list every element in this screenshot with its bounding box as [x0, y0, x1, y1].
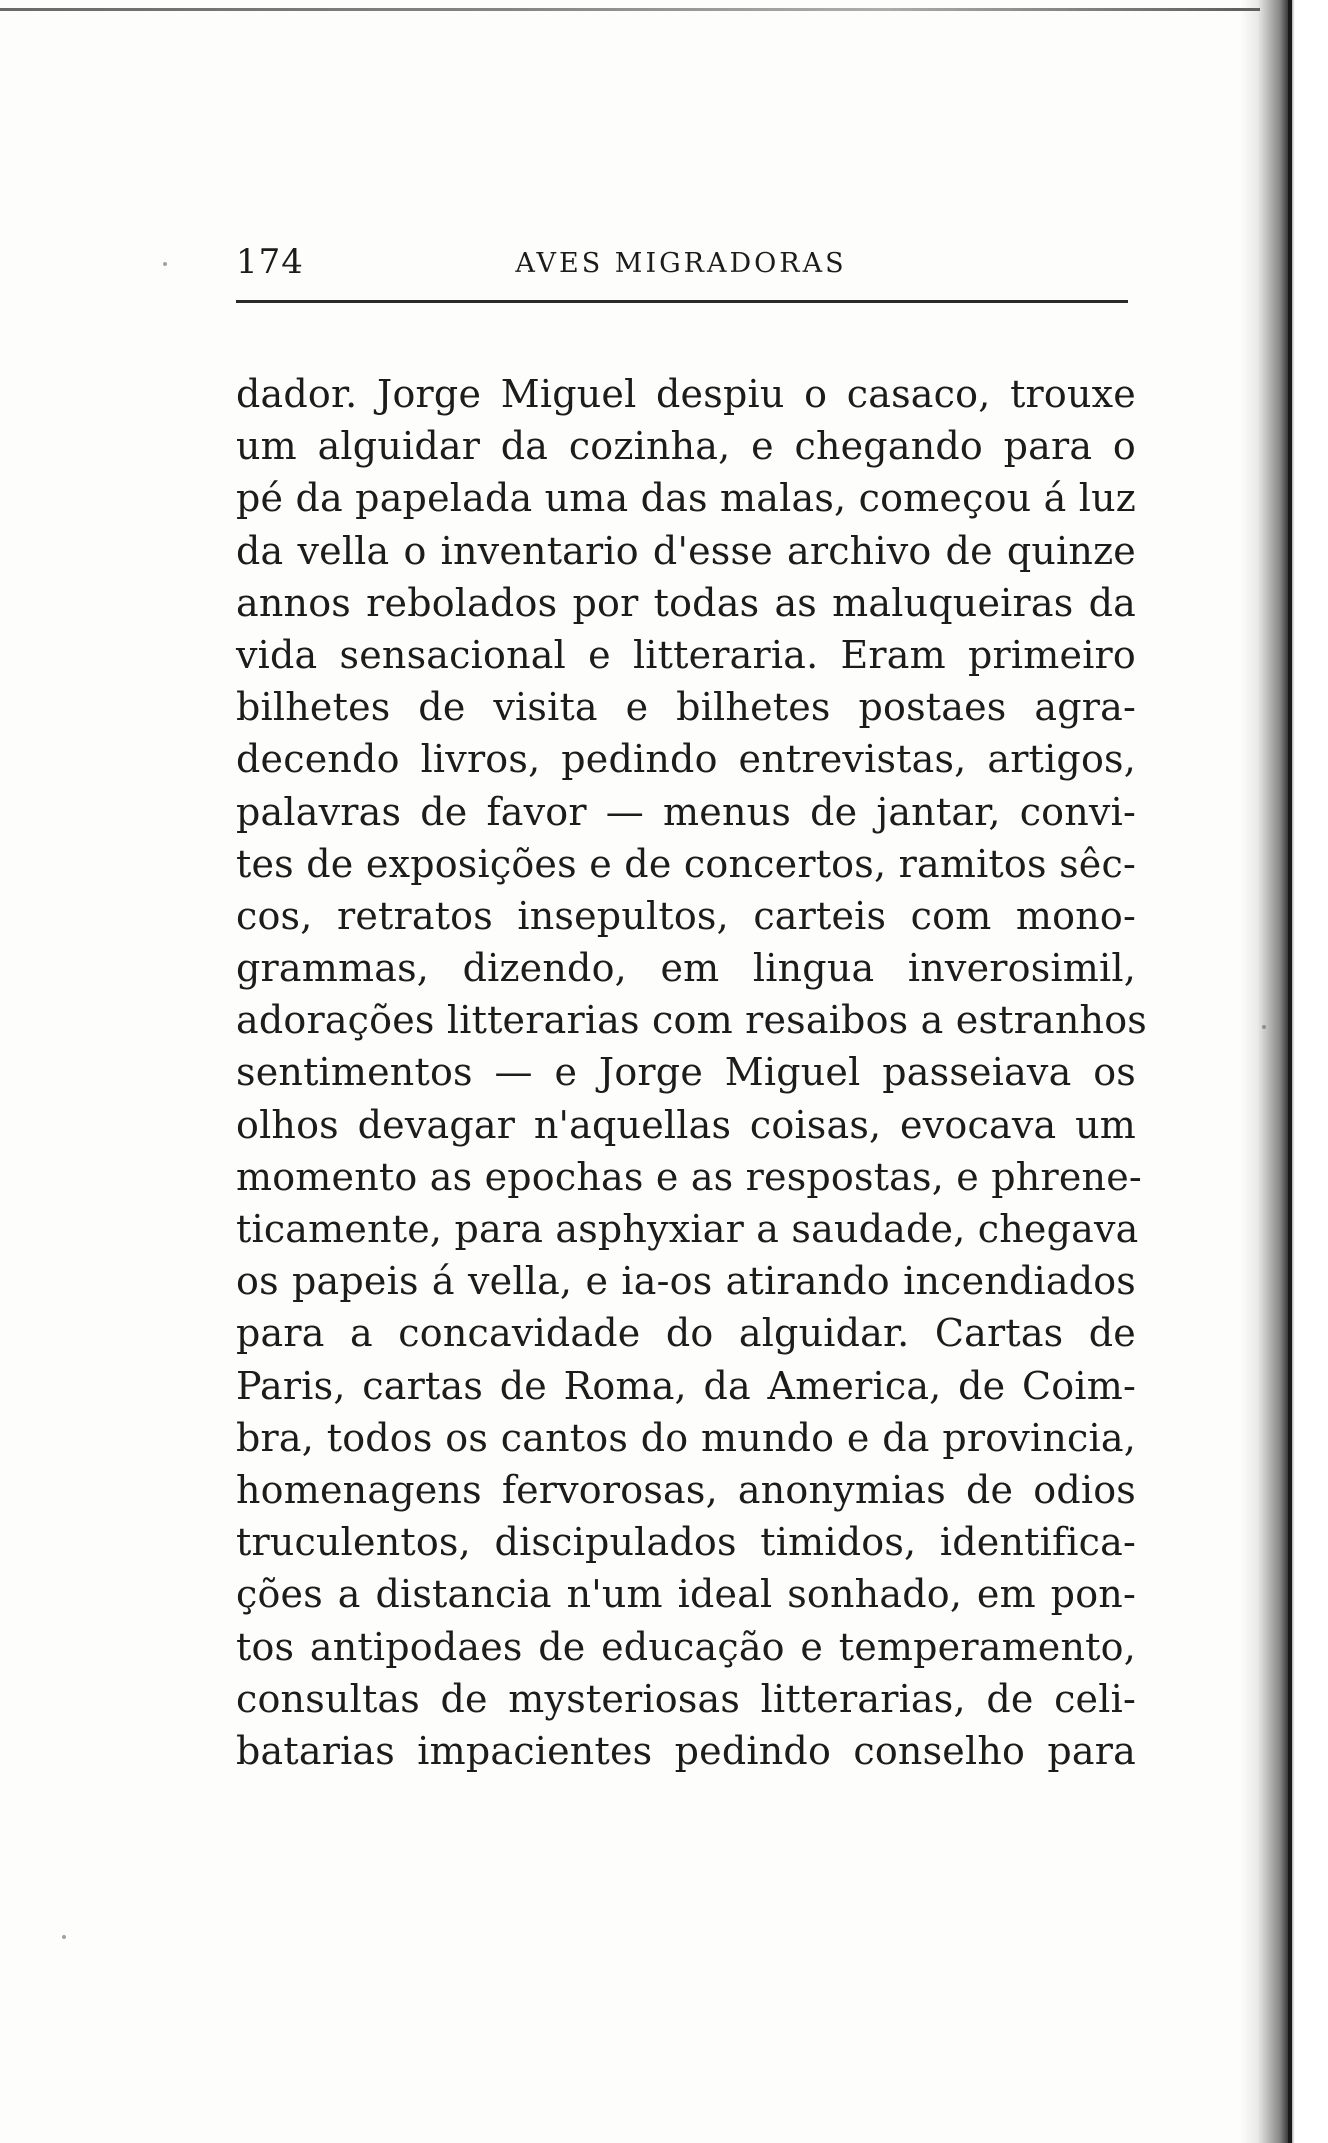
text-line: decendo livros, pedindo entrevistas, artigos,: [236, 737, 1136, 782]
header-rule: [236, 300, 1128, 303]
text-line: vida sensacional e litteraria. Eram primeiro: [236, 632, 1136, 677]
scan-top-edge: [0, 8, 1260, 11]
scan-speck: [163, 262, 167, 266]
text-line: um alguidar da cozinha, e chegando para o: [236, 424, 1136, 469]
text-line: para a concavidade do alguidar. Cartas de: [236, 1311, 1136, 1356]
text-line: annos rebolados por todas as maluqueiras da: [236, 580, 1136, 625]
binding-edge: [1288, 0, 1292, 2143]
text-line: bra, todos os cantos do mundo e da provincia,: [236, 1415, 1136, 1460]
text-line: batarias impacientes pedindo conselho para: [236, 1728, 1136, 1773]
text-line: ções a distancia n'um ideal sonhado, em pon-: [236, 1572, 1136, 1617]
text-line: adorações litterarias com resaibos a estranhos: [236, 998, 1147, 1043]
text-line: momento as epochas e as respostas, e phrene-: [236, 1154, 1142, 1199]
text-line: tos antipodaes de educação e temperamento,: [236, 1624, 1136, 1669]
text-line: bilhetes de visita e bilhetes postaes agra-: [236, 685, 1136, 730]
body-text: [236, 368, 1147, 1777]
scan-speck: [1262, 1025, 1266, 1029]
running-head: AVES MIGRADORAS: [515, 248, 847, 279]
scan-speck: [62, 1935, 66, 1939]
text-line: sentimentos — e Jorge Miguel passeiava os: [236, 1050, 1136, 1095]
text-line: homenagens fervorosas, anonymias de odios: [236, 1467, 1136, 1512]
binding-shadow: [1240, 0, 1328, 2143]
text-line: ticamente, para asphyxiar a saudade, chegava: [236, 1207, 1139, 1251]
text-line: da vella o inventario d'esse archivo de quinze: [236, 528, 1136, 573]
text-line: grammas, dizendo, em lingua inverosimil,: [236, 946, 1136, 991]
page-number: 174: [236, 242, 304, 282]
text-line: pé da papelada uma das malas, começou á luz: [236, 476, 1136, 521]
text-line: palavras de favor — menus de jantar, convi-: [236, 789, 1136, 834]
text-line: Paris, cartas de Roma, da America, de Coim-: [236, 1363, 1136, 1408]
text-line: olhos devagar n'aquellas coisas, evocava um: [236, 1102, 1136, 1147]
text-line: truculentos, discipulados timidos, identifica-: [236, 1520, 1136, 1565]
text-line: tes de exposições e de concertos, ramitos sêc-: [236, 841, 1136, 886]
text-line: consultas de mysteriosas litterarias, de celi-: [236, 1676, 1136, 1721]
text-line: dador. Jorge Miguel despiu o casaco, trouxe: [236, 372, 1136, 416]
text-line: cos, retratos insepultos, carteis com mono-: [236, 893, 1136, 938]
text-line: os papeis á vella, e ia-os atirando incendiados: [236, 1259, 1136, 1304]
page-header: [236, 240, 1126, 292]
